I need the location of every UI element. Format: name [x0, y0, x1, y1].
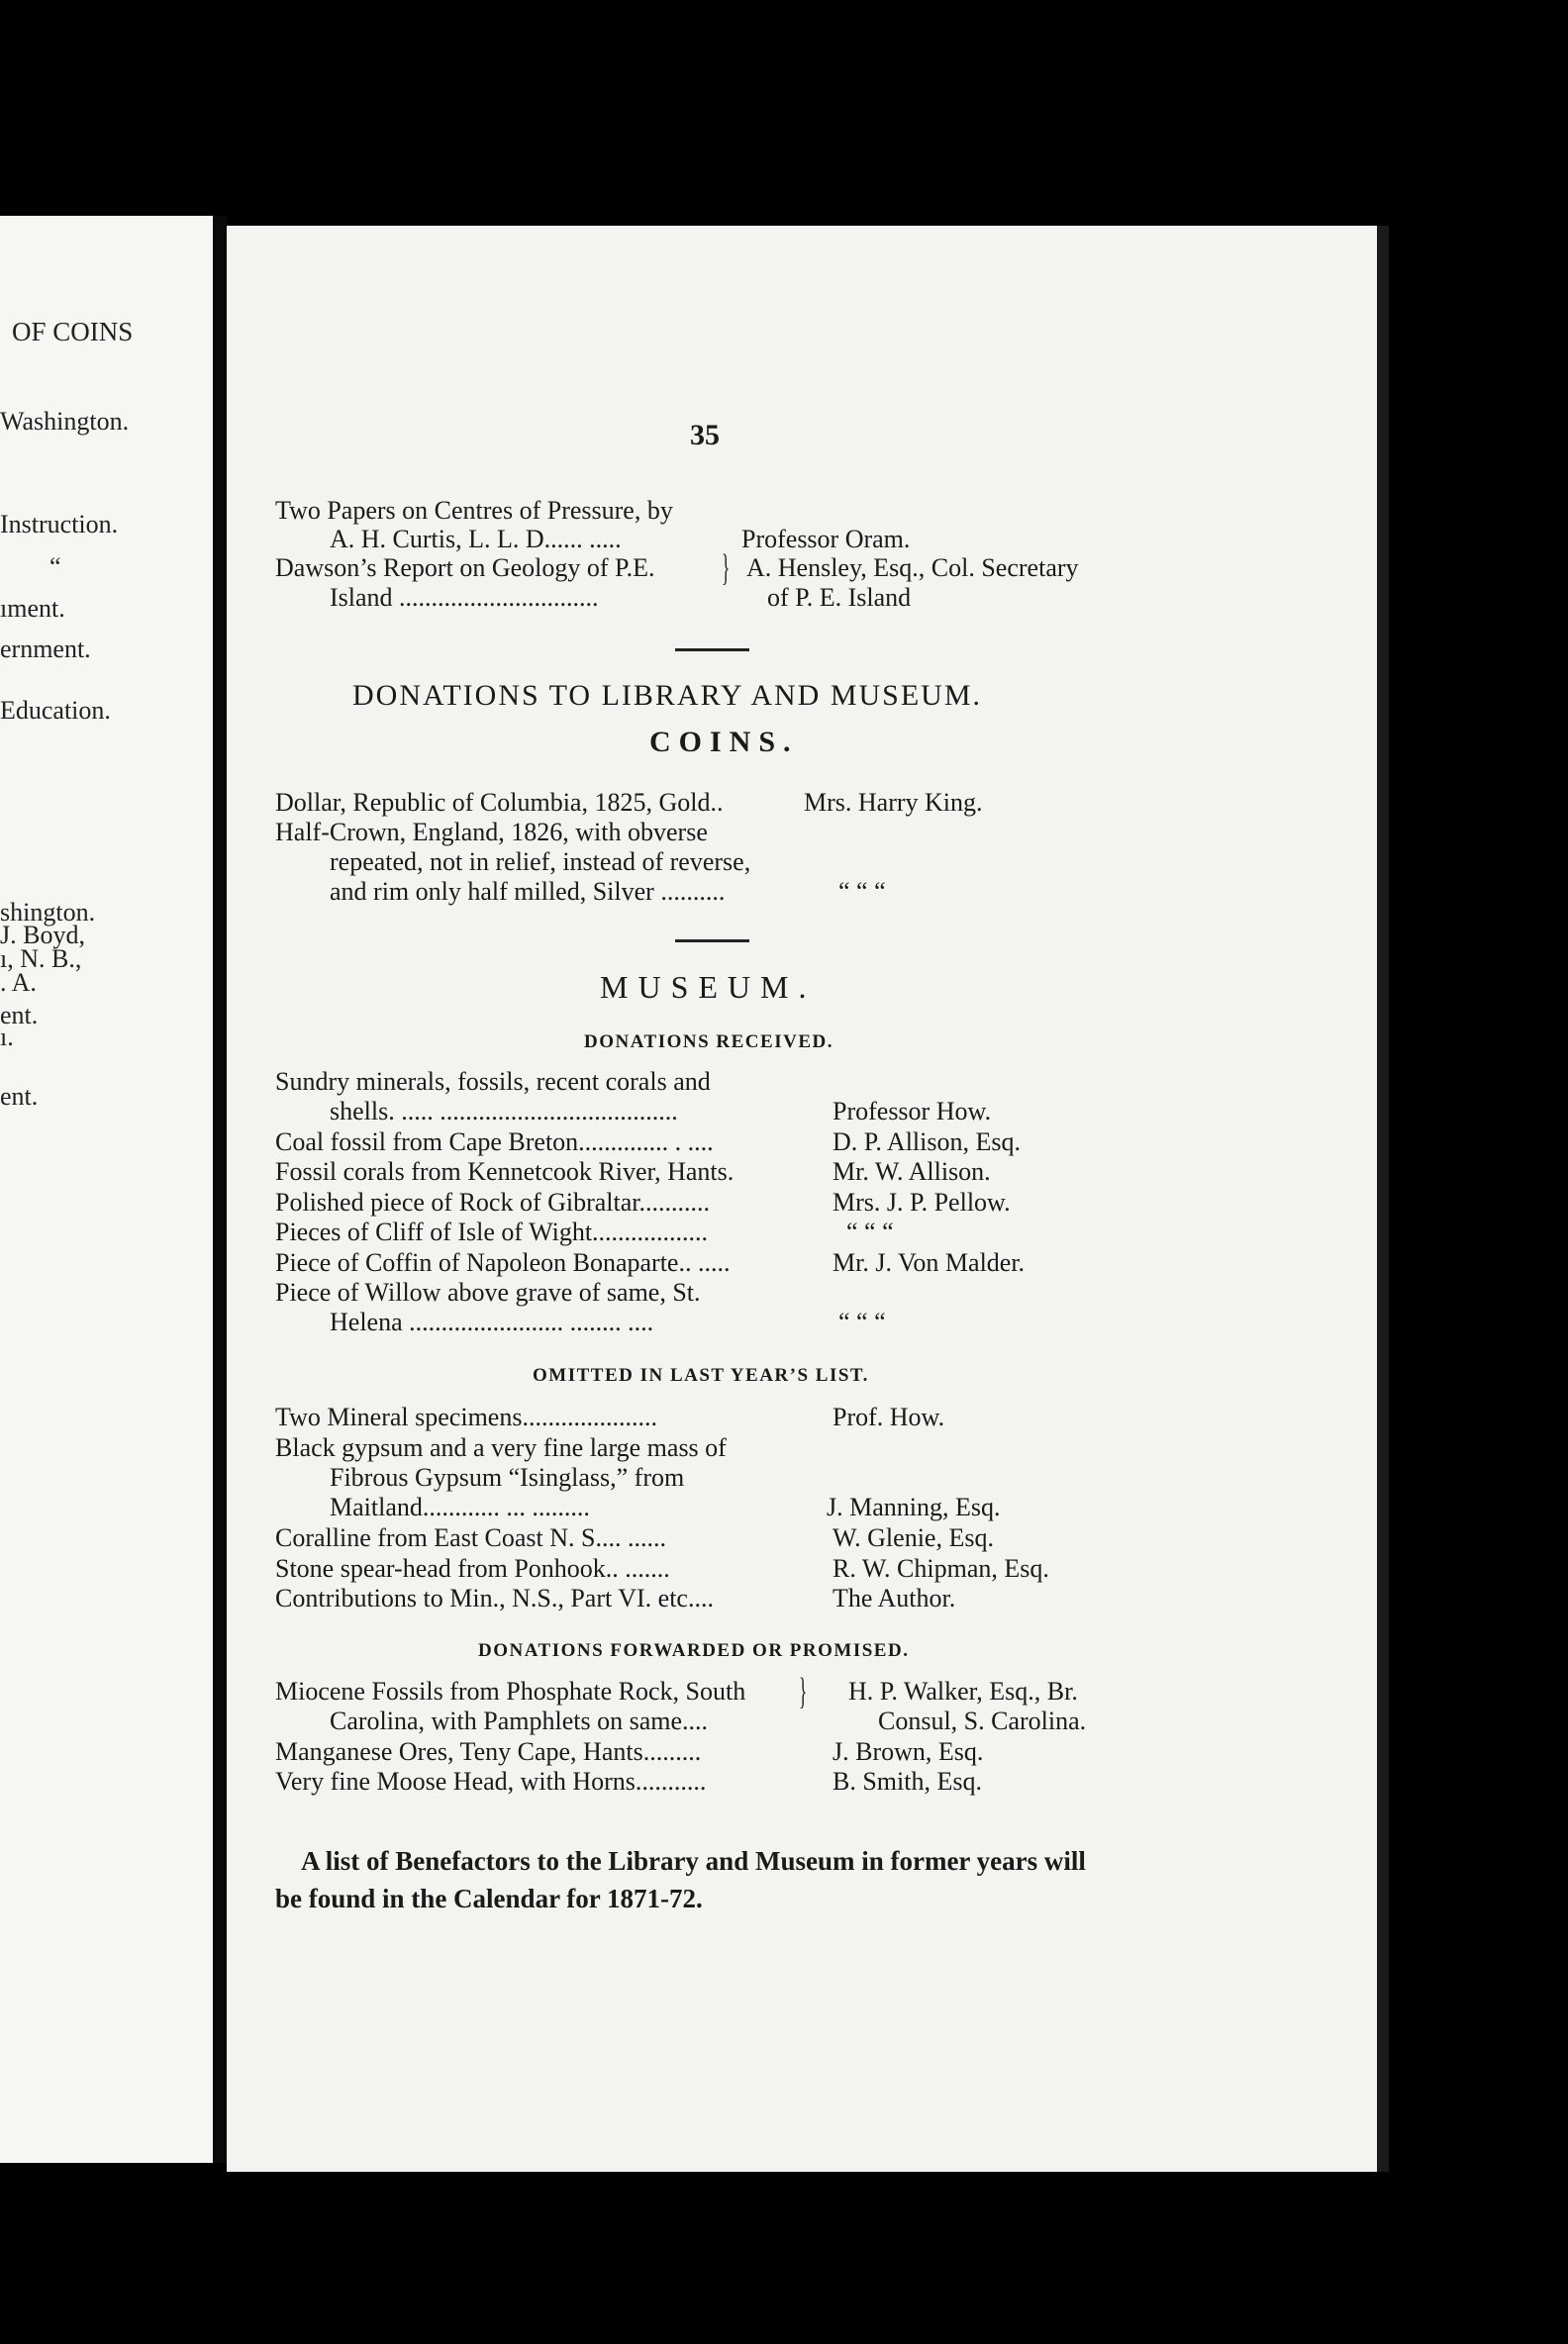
museum-donor: Professor How.	[833, 1097, 992, 1125]
coins-heading: COINS.	[649, 726, 799, 758]
museum-item: Fibrous Gypsum “Isinglass,” from	[330, 1463, 685, 1492]
entry-item: Two Papers on Centres of Pressure, by	[275, 496, 673, 525]
coin-donor: “ “ “	[838, 877, 886, 906]
left-fragment: Washington.	[0, 407, 130, 436]
left-fragment: “	[49, 552, 61, 581]
museum-item: Two Mineral specimens.....................	[275, 1403, 657, 1431]
section-rule	[675, 648, 749, 651]
right-page	[227, 226, 1377, 2172]
left-fragment: ernment.	[0, 635, 91, 663]
entry-donor: of P. E. Island	[767, 583, 912, 612]
museum-donor: J. Brown, Esq.	[833, 1737, 984, 1766]
entry-item: Island ...............................	[330, 583, 599, 612]
museum-item: Helena ........................ ........ ....	[330, 1308, 654, 1336]
section-rule	[675, 939, 749, 942]
museum-donor: The Author.	[833, 1584, 956, 1612]
section-title: DONATIONS TO LIBRARY AND MUSEUM.	[352, 679, 983, 712]
left-fragment: ent.	[0, 1082, 39, 1111]
museum-heading: MUSEUM.	[600, 969, 817, 1005]
museum-item: Fossil corals from Kennetcook River, Hants.	[275, 1157, 735, 1186]
museum-item: Manganese Ores, Teny Cape, Hants.........	[275, 1737, 702, 1766]
museum-item: Piece of Coffin of Napoleon Bonaparte.. .....	[275, 1248, 731, 1277]
museum-donor: W. Glenie, Esq.	[833, 1523, 994, 1552]
museum-donor: Prof. How.	[833, 1403, 945, 1431]
brace-icon: }	[799, 1671, 808, 1712]
left-fragment: OF COINS	[12, 317, 134, 346]
museum-donor: Mr. J. Von Malder.	[833, 1248, 1026, 1277]
book-gutter	[213, 216, 227, 2163]
museum-item: Piece of Willow above grave of same, St.	[275, 1278, 701, 1307]
brace-icon: }	[722, 547, 731, 589]
museum-item: Contributions to Min., N.S., Part VI. etc....	[275, 1584, 714, 1612]
museum-item: shells. ..... .....................................	[330, 1097, 678, 1125]
entry-item: Dawson’s Report on Geology of P.E.	[275, 553, 655, 582]
museum-donor: H. P. Walker, Esq., Br.	[848, 1677, 1078, 1706]
museum-item: Coralline from East Coast N. S.... ......	[275, 1523, 667, 1552]
coin-item: Dollar, Republic of Columbia, 1825, Gold..	[275, 788, 724, 817]
left-fragment: ı.	[0, 1023, 14, 1051]
received-heading: DONATIONS RECEIVED.	[584, 1031, 833, 1052]
coin-item: repeated, not in relief, instead of reverse,	[330, 847, 751, 876]
left-fragment: J. Boyd,	[0, 921, 85, 949]
coin-item: Half-Crown, England, 1826, with obverse	[275, 818, 708, 846]
museum-donor: “ “ “	[846, 1218, 894, 1246]
left-fragment: ı, N. B.,	[0, 944, 82, 973]
museum-item: Very fine Moose Head, with Horns...........	[275, 1767, 707, 1796]
footer-note: A list of Benefactors to the Library and Museum in former years will	[301, 1846, 1086, 1876]
museum-item: Black gypsum and a very fine large mass of	[275, 1433, 727, 1462]
footer-note: be found in the Calendar for 1871-72.	[275, 1884, 703, 1913]
left-fragment: ıment.	[0, 594, 65, 623]
museum-item: Stone spear-head from Ponhook.. .......	[275, 1554, 670, 1583]
museum-item: Miocene Fossils from Phosphate Rock, South	[275, 1677, 746, 1706]
museum-donor: Mrs. J. P. Pellow.	[833, 1188, 1011, 1217]
left-fragment: . A.	[0, 968, 37, 997]
museum-donor: Mr. W. Allison.	[833, 1157, 991, 1186]
left-fragment: ent.	[0, 1001, 39, 1029]
coin-item: and rim only half milled, Silver ..........	[330, 877, 726, 906]
entry-donor: Professor Oram.	[741, 525, 911, 553]
left-fragment: Instruction.	[0, 510, 119, 538]
museum-donor: R. W. Chipman, Esq.	[833, 1554, 1049, 1583]
museum-donor: J. Manning, Esq.	[827, 1493, 1001, 1521]
entry-item: A. H. Curtis, L. L. D...... .....	[330, 525, 622, 553]
omitted-heading: OMITTED IN LAST YEAR’S LIST.	[533, 1365, 869, 1386]
coin-donor: Mrs. Harry King.	[804, 788, 983, 817]
page-number: 35	[690, 419, 720, 451]
museum-donor: B. Smith, Esq.	[833, 1767, 982, 1796]
left-page-fragment	[0, 216, 213, 2163]
museum-donor: D. P. Allison, Esq.	[833, 1127, 1021, 1156]
museum-item: Sundry minerals, fossils, recent corals and	[275, 1067, 711, 1096]
museum-item: Maitland............ ... .........	[330, 1493, 590, 1521]
forwarded-heading: DONATIONS FORWARDED OR PROMISED.	[478, 1640, 910, 1661]
museum-item: Coal fossil from Cape Breton.............. . ....	[275, 1127, 714, 1156]
museum-item: Pieces of Cliff of Isle of Wight..................	[275, 1218, 709, 1246]
museum-item: Carolina, with Pamphlets on same....	[330, 1707, 709, 1735]
museum-donor: Consul, S. Carolina.	[878, 1707, 1087, 1735]
entry-donor: A. Hensley, Esq., Col. Secretary	[746, 553, 1079, 582]
left-fragment: Education.	[0, 696, 111, 725]
museum-item: Polished piece of Rock of Gibraltar...........	[275, 1188, 711, 1217]
page-edge-shadow	[1377, 226, 1389, 2172]
left-fragment: shington.	[0, 898, 96, 927]
museum-donor: “ “ “	[838, 1308, 886, 1336]
